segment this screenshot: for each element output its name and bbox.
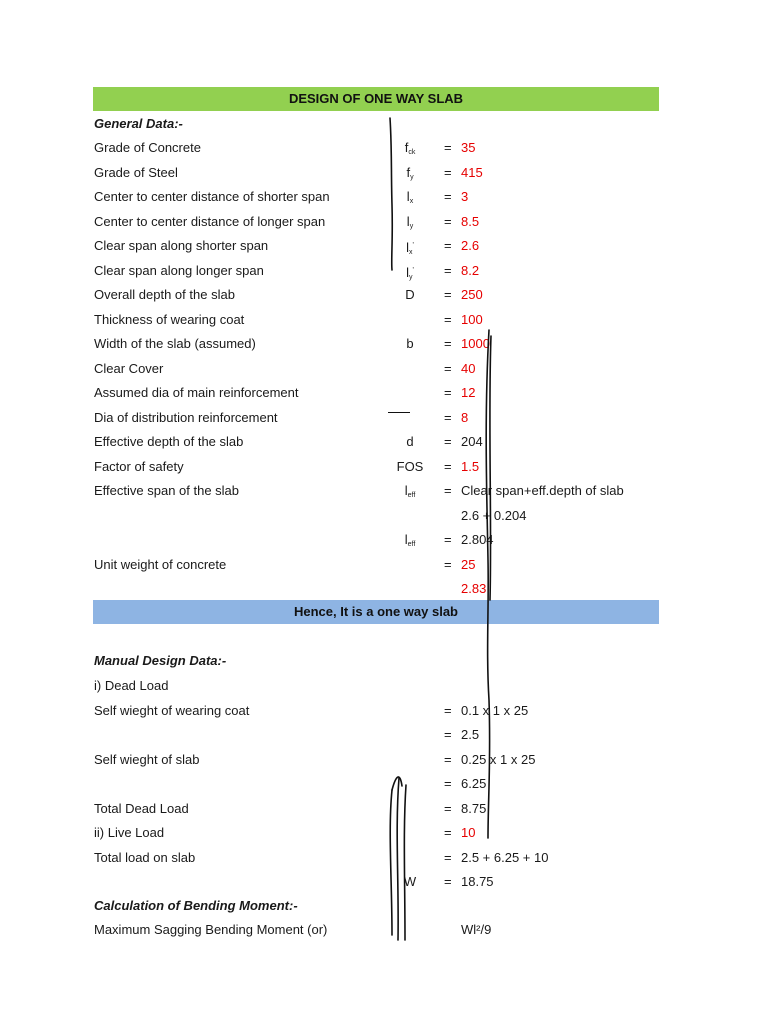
row-symbol — [380, 529, 440, 556]
row-value: 2.5 + 6.25 + 10 — [461, 849, 549, 865]
row-value: 6.25 — [461, 776, 487, 791]
manual-data-header-row — [0, 650, 768, 672]
row-symbol — [380, 431, 440, 453]
row-label: Assumed dia of main reinforcement — [94, 385, 299, 400]
symbol-subscript: eff — [407, 541, 416, 548]
general-data-header: General Data:- — [94, 116, 183, 131]
row-equals: = — [444, 189, 452, 204]
row-value: 12 — [461, 385, 476, 400]
manual-data-header: Manual Design Data:- — [94, 653, 227, 668]
row-value: 3 — [461, 189, 469, 204]
row-value: 250 — [461, 287, 483, 302]
data-row — [0, 162, 768, 184]
row-label: Effective depth of the slab — [94, 434, 244, 449]
symbol-base: W — [403, 874, 417, 889]
row-label: Factor of safety — [94, 458, 184, 474]
row-label: Thickness of wearing coat — [94, 311, 245, 327]
symbol-base: f — [404, 140, 409, 155]
row-equals: = — [444, 458, 452, 474]
row-equals: = — [444, 287, 452, 302]
data-row — [0, 333, 768, 355]
data-row — [0, 260, 768, 282]
row-equals: = — [444, 434, 452, 449]
data-row — [0, 456, 768, 478]
row-label: i) Dead Load — [94, 678, 169, 693]
row-value: 2.5 — [461, 727, 480, 742]
row-value: 25 — [461, 556, 476, 572]
data-row — [0, 211, 768, 233]
data-row — [0, 749, 768, 771]
row-value: 2.83 — [461, 581, 487, 596]
row-label: Overall depth of the slab — [94, 287, 235, 302]
row-symbol — [380, 333, 440, 355]
row-equals: = — [444, 800, 452, 816]
data-row — [0, 578, 768, 600]
bending-header-row — [0, 895, 768, 917]
row-label: Grade of Concrete — [94, 140, 201, 155]
row-value: 10 — [461, 825, 476, 840]
row-equals: = — [444, 164, 452, 180]
symbol-base: FOS — [396, 458, 424, 474]
bending-moment-header: Calculation of Bending Moment:- — [94, 898, 298, 913]
row-value: 8 — [461, 409, 469, 425]
data-row — [0, 773, 768, 795]
row-label: Grade of Steel — [94, 164, 178, 180]
row-symbol — [380, 456, 440, 478]
row-value: 8.75 — [461, 800, 487, 816]
row-value: 1000 — [461, 336, 490, 351]
row-value: 40 — [461, 360, 476, 376]
row-equals: = — [444, 825, 452, 840]
symbol-prime: ' — [412, 242, 414, 249]
row-symbol — [380, 284, 440, 306]
row-value: 1.5 — [461, 458, 480, 474]
row-value: 100 — [461, 311, 483, 327]
row-equals: = — [444, 336, 452, 351]
row-value: 415 — [461, 164, 483, 180]
row-equals: = — [444, 727, 452, 742]
symbol-base: d — [406, 434, 414, 449]
row-value: 2.804 — [461, 532, 494, 547]
row-label: Clear span along longer span — [94, 262, 264, 278]
row-label: Unit weight of concrete — [94, 556, 227, 572]
row-value: 8.2 — [461, 262, 480, 278]
data-row — [0, 675, 768, 697]
data-row — [0, 431, 768, 453]
data-row — [0, 382, 768, 404]
symbol-subscript: y — [409, 273, 413, 281]
symbol-subscript: eff — [407, 492, 416, 499]
row-equals: = — [444, 532, 452, 547]
data-row — [0, 798, 768, 820]
row-value: 18.75 — [461, 874, 494, 889]
data-row — [0, 186, 768, 208]
symbol-base: D — [405, 287, 415, 302]
data-row — [0, 554, 768, 576]
data-row — [0, 724, 768, 746]
row-label: Center to center distance of longer span — [94, 213, 326, 229]
row-label: Total Dead Load — [94, 800, 189, 816]
symbol-base: l — [404, 483, 408, 498]
dia-symbol-dash — [388, 412, 410, 413]
row-value: 35 — [461, 140, 476, 155]
data-row — [0, 871, 768, 893]
row-symbol — [380, 871, 440, 893]
row-equals: = — [444, 213, 452, 229]
row-value: 8.5 — [461, 213, 480, 229]
row-value: 2.6 — [461, 238, 480, 253]
data-row — [0, 407, 768, 429]
symbol-base: l — [404, 532, 408, 547]
symbol-base: l — [406, 189, 410, 204]
data-row — [0, 137, 768, 159]
row-value: Clear span+eff.depth of slab — [461, 483, 624, 498]
symbol-base: f — [406, 164, 411, 180]
symbol-base: l — [406, 213, 410, 229]
row-label: Maximum Sagging Bending Moment (or) — [94, 922, 328, 937]
row-label: ii) Live Load — [94, 825, 165, 840]
symbol-subscript: x — [409, 198, 414, 205]
row-label: Effective span of the slab — [94, 483, 240, 498]
row-symbol — [380, 162, 440, 189]
row-equals: = — [444, 776, 452, 791]
row-value: 0.25 x 1 x 25 — [461, 751, 536, 767]
symbol-subscript: ck — [408, 149, 416, 156]
symbol-base: b — [406, 336, 414, 351]
row-label: Center to center distance of shorter span — [94, 189, 330, 204]
row-equals: = — [444, 849, 452, 865]
title-banner: DESIGN OF ONE WAY SLAB — [93, 87, 659, 111]
data-row — [0, 529, 768, 551]
row-label: Width of the slab (assumed) — [94, 336, 256, 351]
row-equals: = — [444, 483, 452, 498]
row-value: Wl²/9 — [461, 922, 492, 937]
row-equals: = — [444, 751, 452, 767]
conclusion-banner: Hence, It is a one way slab — [93, 600, 659, 624]
symbol-subscript: y — [409, 222, 414, 230]
row-value: 204 — [461, 434, 483, 449]
row-label: Clear Cover — [94, 360, 164, 376]
row-symbol — [380, 211, 440, 238]
data-row — [0, 358, 768, 380]
row-value: 2.6 + 0.204 — [461, 507, 527, 523]
row-value: 0.1 x 1 x 25 — [461, 702, 529, 718]
row-equals: = — [444, 238, 452, 253]
bending-moment-row — [0, 919, 768, 941]
row-equals: = — [444, 556, 452, 572]
row-equals: = — [444, 311, 452, 327]
row-symbol — [380, 137, 440, 164]
row-equals: = — [444, 409, 452, 425]
general-data-header-row — [0, 113, 768, 135]
data-row — [0, 480, 768, 502]
data-row — [0, 284, 768, 306]
row-label: Self wieght of wearing coat — [94, 702, 250, 718]
symbol-base: l — [406, 240, 410, 255]
row-label: Dia of distribution reinforcement — [94, 409, 278, 425]
symbol-subscript: x — [409, 249, 413, 256]
row-equals: = — [444, 702, 452, 718]
row-label: Clear span along shorter span — [94, 238, 269, 253]
data-row — [0, 505, 768, 527]
row-symbol — [380, 186, 440, 213]
symbol-subscript: y — [410, 173, 414, 181]
data-row — [0, 309, 768, 331]
symbol-prime: ' — [412, 266, 414, 274]
data-row — [0, 700, 768, 722]
data-row — [0, 822, 768, 844]
row-label: Total load on slab — [94, 849, 196, 865]
row-equals: = — [444, 360, 452, 376]
row-equals: = — [444, 874, 452, 889]
row-label: Self wieght of slab — [94, 751, 200, 767]
data-row — [0, 847, 768, 869]
row-symbol — [380, 480, 440, 507]
row-equals: = — [444, 262, 452, 278]
row-equals: = — [444, 385, 452, 400]
row-equals: = — [444, 140, 452, 155]
symbol-base: l — [406, 264, 410, 280]
data-row — [0, 235, 768, 257]
